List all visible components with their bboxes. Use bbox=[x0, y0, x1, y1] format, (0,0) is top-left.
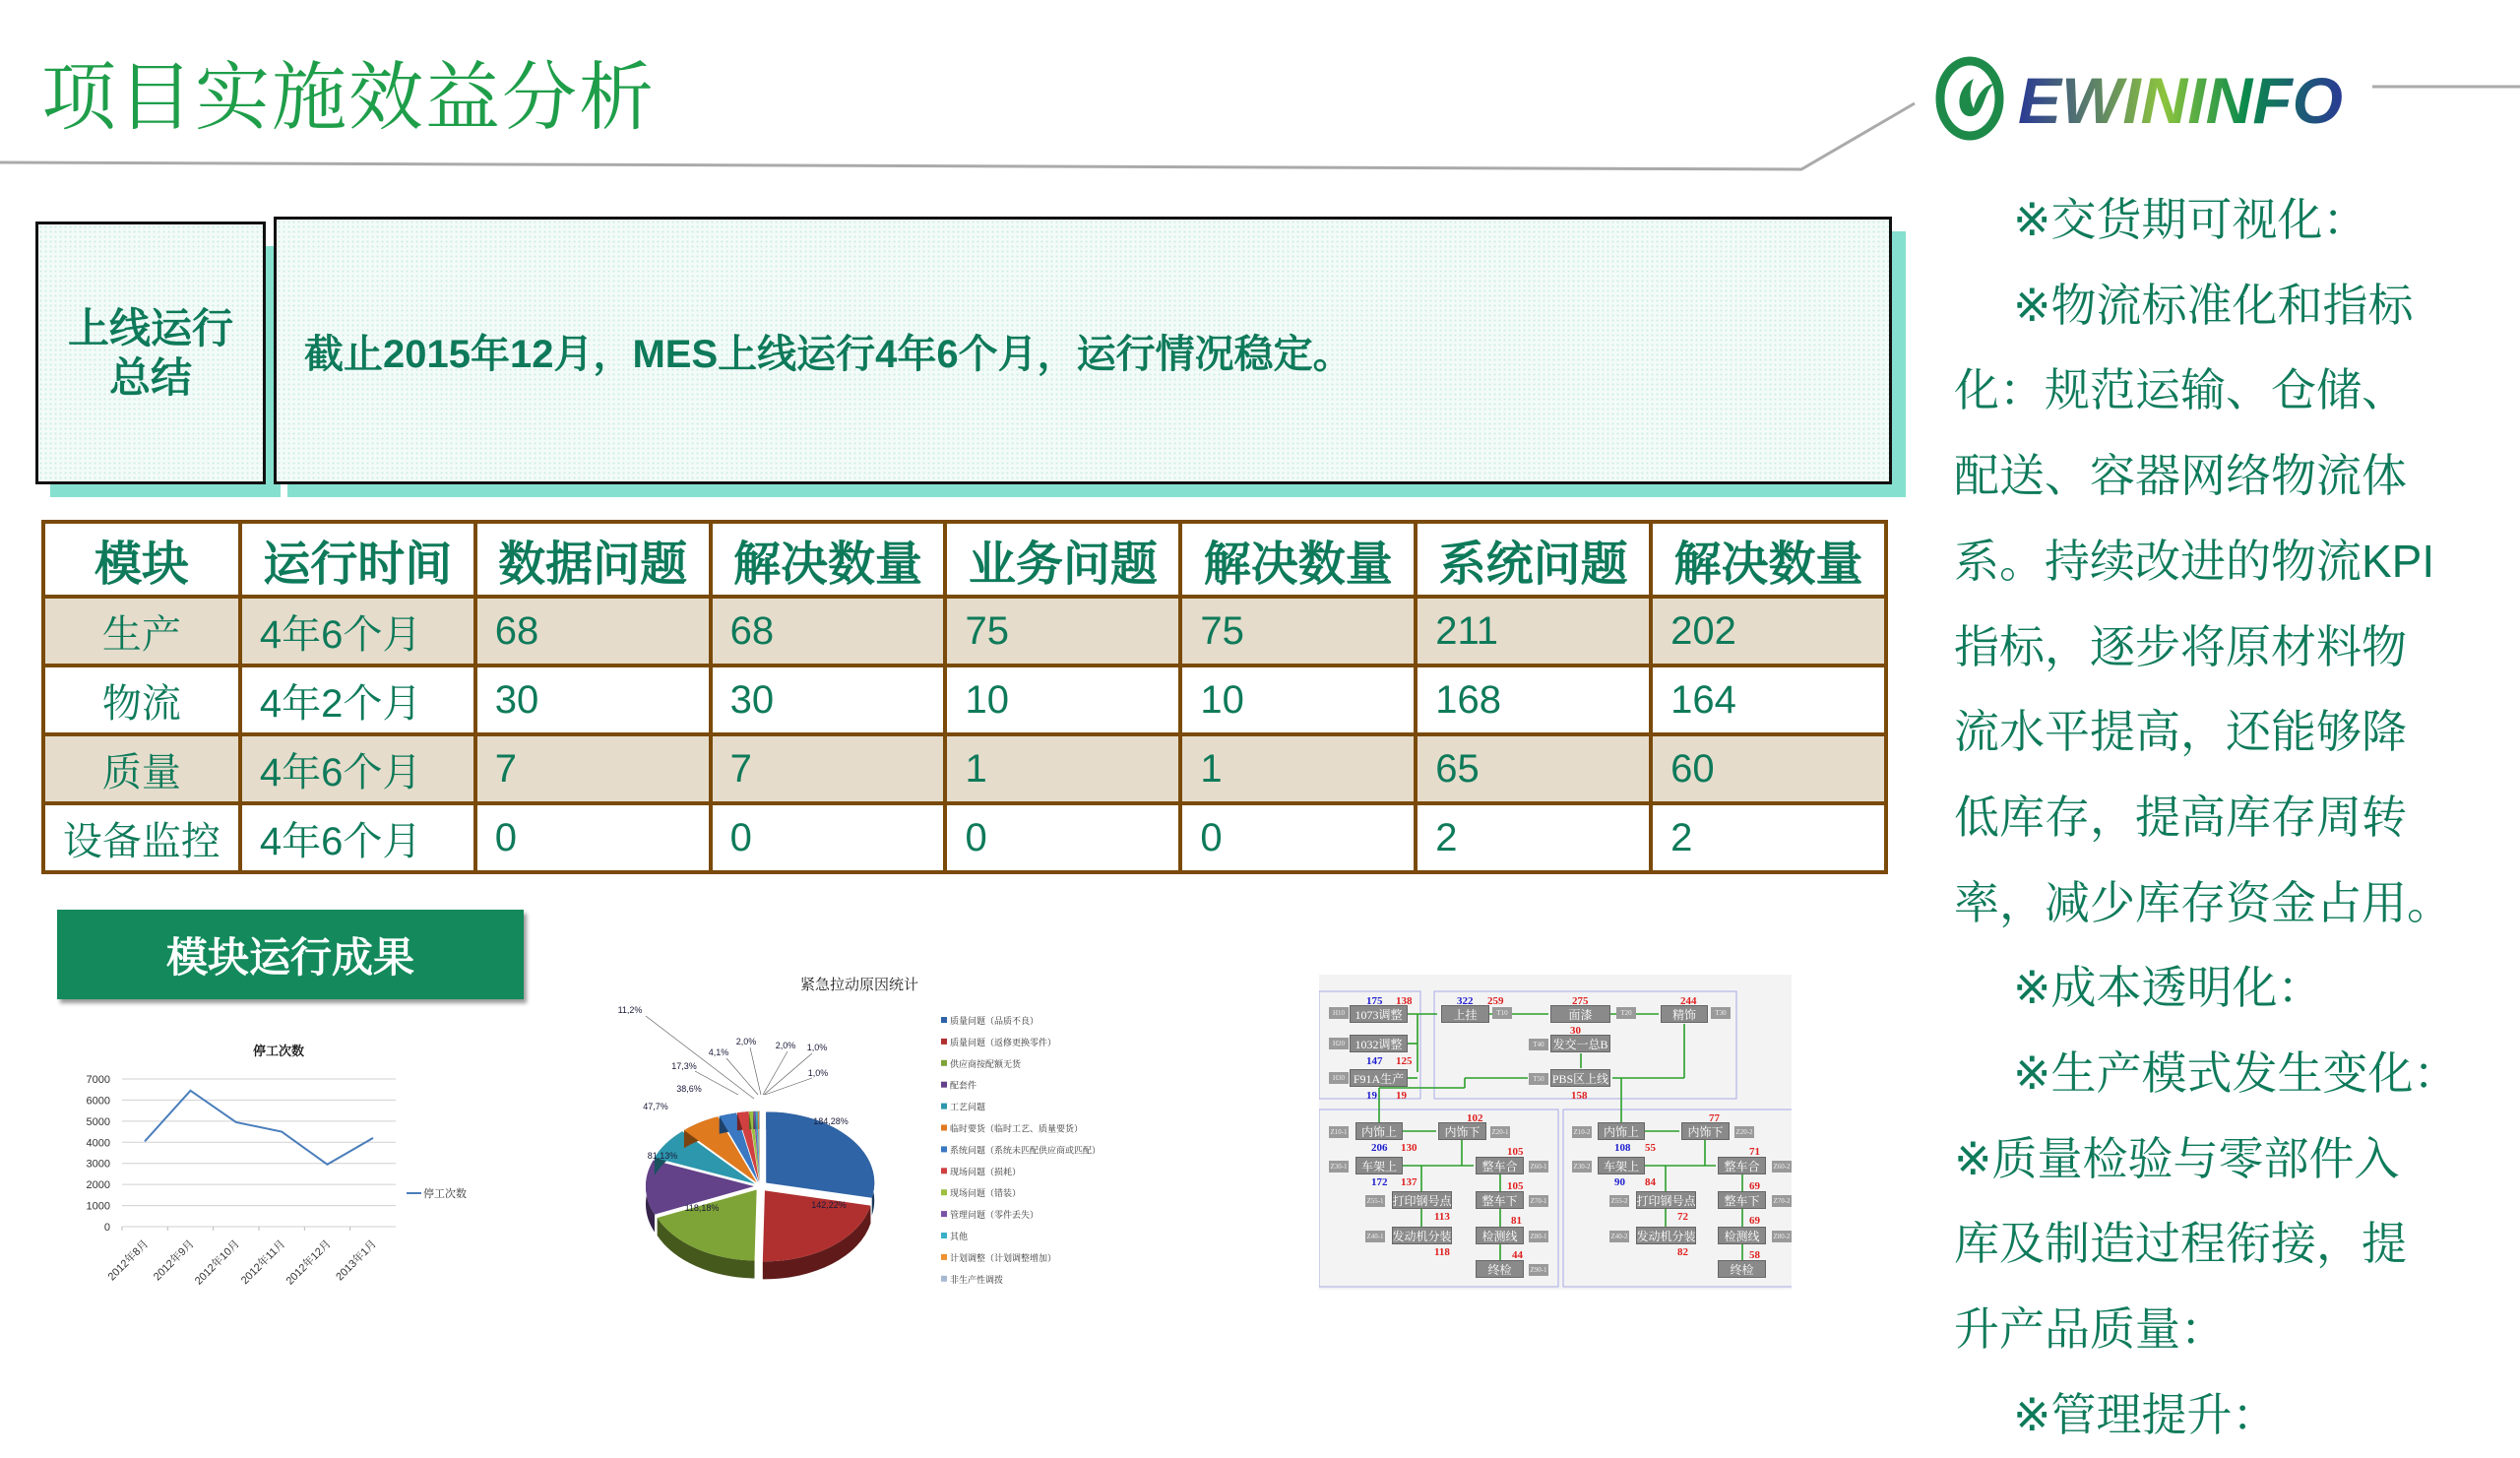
table-cell: 68 bbox=[711, 597, 946, 666]
table-cell: 75 bbox=[1180, 597, 1416, 666]
legend-swatch bbox=[941, 1146, 947, 1152]
flow-node: 内饰上 bbox=[1355, 1122, 1403, 1140]
flow-node: 检测线 bbox=[1718, 1227, 1766, 1244]
y-tick-label: 4000 bbox=[86, 1137, 110, 1150]
station-tag: T20 bbox=[1616, 1007, 1636, 1019]
table-cell: 7 bbox=[475, 734, 711, 803]
legend-swatch bbox=[941, 1168, 947, 1173]
benefit-line: 升产品质量： bbox=[1954, 1303, 2226, 1356]
actual-value: 71 bbox=[1749, 1146, 1760, 1158]
actual-value: 105 bbox=[1507, 1146, 1524, 1158]
actual-value: 69 bbox=[1749, 1180, 1760, 1192]
actual-value: 105 bbox=[1507, 1180, 1524, 1192]
station-tag: Z10-2 bbox=[1573, 1128, 1591, 1136]
station-tag: Z40-1 bbox=[1366, 1233, 1384, 1240]
station-tag: Z70-1 bbox=[1530, 1197, 1547, 1205]
table-row bbox=[43, 734, 1886, 803]
flow-node: 检测线 bbox=[1476, 1227, 1524, 1244]
data-point bbox=[372, 1138, 373, 1139]
station-tag: Z80-2 bbox=[1773, 1233, 1791, 1240]
column-header: 模块 bbox=[43, 522, 240, 597]
station-tag: Z55-1 bbox=[1366, 1197, 1384, 1205]
table-cell: 65 bbox=[1416, 734, 1651, 803]
flow-node: 车架上 bbox=[1355, 1157, 1403, 1174]
actual-value: 102 bbox=[1467, 1112, 1483, 1124]
flow-node: 打印钢号点 bbox=[1392, 1191, 1452, 1209]
benefit-line: ※物流标准化和指标 bbox=[2013, 279, 2414, 331]
data-label: 81,13% bbox=[647, 1151, 678, 1161]
table-cell: 设备监控 bbox=[43, 803, 240, 872]
legend-swatch bbox=[941, 1189, 947, 1195]
series-line bbox=[145, 1091, 373, 1165]
flow-node: 发动机分装 bbox=[1392, 1227, 1452, 1244]
actual-value: 138 bbox=[1396, 995, 1413, 1007]
legend-swatch bbox=[941, 1125, 947, 1131]
page-title: 项目实施效益分析 bbox=[41, 56, 656, 140]
flow-node: 整车合 bbox=[1476, 1157, 1524, 1174]
data-point bbox=[235, 1121, 236, 1122]
actual-value: 30 bbox=[1570, 1025, 1581, 1037]
table-cell: 0 bbox=[1180, 803, 1416, 872]
y-tick-label: 2000 bbox=[86, 1179, 110, 1192]
legend-swatch bbox=[941, 1017, 947, 1023]
data-label: 17,3% bbox=[671, 1061, 697, 1071]
x-tick-label: 2013年1月 bbox=[334, 1237, 379, 1284]
table-cell: 0 bbox=[475, 803, 711, 872]
table-cell: 4年6个月 bbox=[240, 597, 475, 666]
data-label: 2,0% bbox=[735, 1037, 757, 1046]
station-tag: Z20-1 bbox=[1491, 1128, 1509, 1136]
table-cell: 4年6个月 bbox=[240, 803, 475, 872]
legend-label: 工艺问题 bbox=[950, 1102, 986, 1112]
actual-value: 44 bbox=[1512, 1249, 1523, 1261]
x-tick-label: 2012年11月 bbox=[238, 1237, 288, 1288]
actual-value: 125 bbox=[1396, 1055, 1413, 1067]
table-cell: 164 bbox=[1651, 666, 1886, 734]
column-header: 解决数量 bbox=[711, 522, 946, 597]
data-point bbox=[190, 1090, 191, 1091]
actual-value: 84 bbox=[1645, 1176, 1656, 1188]
flow-node: 1073调整 bbox=[1350, 1005, 1408, 1023]
x-tick-label: 2012年8月 bbox=[105, 1237, 152, 1284]
chart-title: 紧急拉动原因统计 bbox=[799, 977, 919, 993]
flow-node: 内饰下 bbox=[1438, 1122, 1486, 1140]
plan-value: 90 bbox=[1614, 1176, 1625, 1188]
benefit-line: ※成本透明化： bbox=[2013, 962, 2323, 1014]
actual-value: 113 bbox=[1434, 1211, 1450, 1223]
y-tick-label: 5000 bbox=[86, 1115, 110, 1128]
flow-node: F91A生产 bbox=[1350, 1069, 1408, 1087]
actual-value: 72 bbox=[1677, 1211, 1688, 1223]
legend-swatch bbox=[941, 1276, 947, 1282]
column-header: 解决数量 bbox=[1180, 522, 1416, 597]
y-tick-label: 7000 bbox=[86, 1074, 110, 1086]
table-cell: 1 bbox=[945, 734, 1180, 803]
station-tag: Z40-2 bbox=[1610, 1233, 1628, 1240]
flow-node: 内饰下 bbox=[1681, 1122, 1730, 1140]
summary-label: 上线运行 总结 bbox=[35, 222, 266, 484]
ewininfo-logo bbox=[1934, 49, 2348, 143]
legend-label: 质量问题（品质不良） bbox=[950, 1016, 1040, 1026]
column-header: 业务问题 bbox=[945, 522, 1180, 597]
column-header: 解决数量 bbox=[1651, 522, 1886, 597]
legend-label: 配套件 bbox=[950, 1080, 977, 1091]
station-tag: Z30-1 bbox=[1330, 1163, 1348, 1171]
legend-swatch bbox=[941, 1254, 947, 1260]
station-tag: Z55-2 bbox=[1610, 1197, 1628, 1205]
flow-node: 整车下 bbox=[1718, 1191, 1766, 1209]
actual-value: 275 bbox=[1572, 995, 1589, 1007]
station-tag: T10 bbox=[1492, 1007, 1512, 1019]
data-label: 2,0% bbox=[775, 1041, 796, 1050]
actual-value: 137 bbox=[1401, 1176, 1418, 1188]
module-results-button[interactable]: 模块运行成果 bbox=[57, 910, 524, 999]
flow-node: 上挂 bbox=[1441, 1005, 1489, 1023]
flow-node: 打印钢号点 bbox=[1636, 1191, 1696, 1209]
benefit-line: 指标，逐步将原材料物 bbox=[1954, 620, 2407, 672]
legend-swatch bbox=[941, 1082, 947, 1088]
table-cell: 物流 bbox=[43, 666, 240, 734]
table-cell: 4年6个月 bbox=[240, 734, 475, 803]
flow-node: 精饰 bbox=[1661, 1005, 1708, 1023]
legend-swatch bbox=[941, 1211, 947, 1217]
table-cell: 2 bbox=[1651, 803, 1886, 872]
legend-label: 现场问题（损耗） bbox=[950, 1167, 1022, 1177]
station-tag: H30 bbox=[1329, 1072, 1349, 1084]
station-tag: Z10-1 bbox=[1330, 1128, 1348, 1136]
actual-value: 58 bbox=[1749, 1249, 1760, 1261]
table-row bbox=[43, 597, 1886, 666]
plan-value: 175 bbox=[1366, 995, 1383, 1007]
table-cell: 168 bbox=[1416, 666, 1651, 734]
urgent-pull-pie-chart bbox=[610, 965, 1280, 1300]
table-cell: 68 bbox=[475, 597, 711, 666]
data-label: 11,2% bbox=[617, 1005, 643, 1015]
legend-label: 临时要货（临时工艺、质量要货） bbox=[950, 1123, 1084, 1134]
actual-value: 55 bbox=[1645, 1142, 1656, 1154]
column-header: 数据问题 bbox=[475, 522, 711, 597]
actual-value: 259 bbox=[1487, 995, 1504, 1007]
station-tag: T50 bbox=[1529, 1073, 1548, 1085]
data-label: 38,6% bbox=[676, 1084, 702, 1094]
table-row bbox=[43, 803, 1886, 872]
table-cell: 生产 bbox=[43, 597, 240, 666]
actual-value: 118 bbox=[1434, 1246, 1450, 1258]
table-cell: 1 bbox=[1180, 734, 1416, 803]
benefit-line: 流水平提高，还能够降 bbox=[1954, 706, 2407, 758]
y-tick-label: 3000 bbox=[86, 1158, 110, 1171]
plan-value: 19 bbox=[1366, 1090, 1377, 1102]
legend-label: 计划调整（计划调整增加） bbox=[950, 1252, 1057, 1263]
flow-node: 整车合 bbox=[1718, 1157, 1766, 1174]
legend-label: 管理问题（零件丢失） bbox=[950, 1210, 1040, 1221]
production-flow-diagram bbox=[1319, 975, 1792, 1290]
data-point bbox=[145, 1141, 146, 1142]
legend-swatch bbox=[941, 1233, 947, 1238]
benefit-line: 低库存，提高库存周转 bbox=[1954, 791, 2407, 843]
leader-line bbox=[765, 1078, 812, 1095]
legend-swatch bbox=[941, 1104, 947, 1109]
station-tag: Z80-1 bbox=[1530, 1233, 1547, 1240]
legend-label: 供应商按配额无货 bbox=[950, 1058, 1022, 1069]
data-label: 47,7% bbox=[643, 1102, 668, 1111]
x-tick-label: 2012年10月 bbox=[192, 1237, 242, 1288]
flow-node: 终检 bbox=[1476, 1260, 1524, 1278]
actual-value: 69 bbox=[1749, 1215, 1760, 1227]
plan-value: 108 bbox=[1614, 1142, 1631, 1154]
station-tag: Z60-1 bbox=[1530, 1163, 1547, 1171]
plan-value: 206 bbox=[1371, 1142, 1388, 1154]
table-cell: 0 bbox=[711, 803, 946, 872]
benefit-line: 系。持续改进的物流KPI bbox=[1954, 535, 2435, 587]
module-table bbox=[41, 520, 1888, 874]
downtime-line-chart bbox=[59, 1024, 512, 1319]
legend-label: 其他 bbox=[950, 1232, 969, 1241]
flow-node: 发动机分装 bbox=[1636, 1227, 1696, 1244]
chart-title: 停工次数 bbox=[252, 1044, 305, 1058]
x-tick-label: 2012年9月 bbox=[151, 1237, 197, 1284]
benefits-text bbox=[1954, 177, 2505, 1458]
benefit-line: 配送、容器网络物流体 bbox=[1954, 450, 2407, 502]
station-tag: Z30-2 bbox=[1573, 1163, 1591, 1171]
table-cell: 2 bbox=[1416, 803, 1651, 872]
actual-value: 82 bbox=[1677, 1246, 1688, 1258]
station-tag: Z70-2 bbox=[1773, 1197, 1791, 1205]
actual-value: 244 bbox=[1680, 995, 1697, 1007]
plan-value: 322 bbox=[1457, 995, 1474, 1007]
station-tag: H10 bbox=[1329, 1007, 1349, 1019]
station-tag: T40 bbox=[1529, 1039, 1548, 1050]
benefit-line: ※管理提升： bbox=[2013, 1388, 2278, 1440]
flow-node: 发交一总B bbox=[1550, 1035, 1610, 1052]
station-tag: Z60-2 bbox=[1773, 1163, 1791, 1171]
table-cell: 4年2个月 bbox=[240, 666, 475, 734]
table-row bbox=[43, 666, 1886, 734]
x-tick-label: 2012年12月 bbox=[284, 1237, 334, 1288]
legend-label: 现场问题（错装） bbox=[950, 1188, 1022, 1199]
legend-swatch bbox=[941, 1039, 947, 1045]
flow-node: 面漆 bbox=[1550, 1005, 1610, 1023]
svg-text:EWININFO: EWININFO bbox=[2018, 64, 2343, 137]
station-tag: Z20-2 bbox=[1735, 1128, 1753, 1136]
leader-line bbox=[764, 1053, 812, 1095]
benefit-line: ※交货期可视化： bbox=[2013, 194, 2368, 245]
plan-value: 172 bbox=[1371, 1176, 1388, 1188]
table-cell: 30 bbox=[475, 666, 711, 734]
benefit-line: 库及制造过程衔接，提 bbox=[1954, 1218, 2407, 1270]
actual-value: 158 bbox=[1571, 1090, 1588, 1102]
actual-value: 19 bbox=[1396, 1090, 1407, 1102]
flow-node: 车架上 bbox=[1598, 1157, 1645, 1174]
leader-line bbox=[726, 1058, 758, 1095]
data-label: 1,0% bbox=[807, 1068, 829, 1078]
flow-node: 1032调整 bbox=[1350, 1035, 1408, 1052]
flow-node: 内饰上 bbox=[1598, 1122, 1645, 1140]
legend-label: 质量问题（返修更换零件） bbox=[950, 1037, 1057, 1047]
table-cell: 7 bbox=[711, 734, 946, 803]
data-label: 118,18% bbox=[684, 1203, 720, 1213]
y-tick-label: 1000 bbox=[86, 1200, 110, 1213]
flow-node: PBS区上线 bbox=[1550, 1069, 1610, 1087]
table-cell: 10 bbox=[945, 666, 1180, 734]
summary-text: 截止2015年12月，MES上线运行4年6个月，运行情况稳定。 bbox=[274, 217, 1892, 484]
benefit-line: ※质量检验与零部件入 bbox=[1954, 1132, 2400, 1184]
actual-value: 77 bbox=[1709, 1112, 1720, 1124]
legend-label: 停工次数 bbox=[423, 1188, 467, 1200]
actual-value: 81 bbox=[1511, 1215, 1522, 1227]
legend-swatch bbox=[941, 1060, 947, 1066]
benefit-line: ※生产模式发生变化： bbox=[2013, 1047, 2459, 1100]
data-label: 4,1% bbox=[708, 1047, 729, 1057]
station-tag: Z90-1 bbox=[1530, 1266, 1547, 1274]
data-label: 184,28% bbox=[813, 1116, 849, 1126]
table-cell: 10 bbox=[1180, 666, 1416, 734]
table-cell: 30 bbox=[711, 666, 946, 734]
column-header: 系统问题 bbox=[1416, 522, 1651, 597]
benefit-line: 化：规范运输、仓储、 bbox=[1954, 364, 2407, 416]
table-cell: 0 bbox=[945, 803, 1180, 872]
flow-node: 整车下 bbox=[1476, 1191, 1524, 1209]
station-tag: H20 bbox=[1329, 1038, 1349, 1049]
data-point bbox=[327, 1164, 328, 1165]
y-tick-label: 0 bbox=[103, 1222, 110, 1234]
data-label: 1,0% bbox=[806, 1043, 828, 1052]
column-header: 运行时间 bbox=[240, 522, 475, 597]
data-label: 142,22% bbox=[811, 1200, 847, 1210]
actual-value: 130 bbox=[1401, 1142, 1418, 1154]
station-tag: T30 bbox=[1711, 1007, 1731, 1019]
table-cell: 质量 bbox=[43, 734, 240, 803]
data-point bbox=[282, 1131, 283, 1132]
y-tick-label: 6000 bbox=[86, 1095, 110, 1108]
benefit-line: 率，减少库存资金占用。 bbox=[1954, 876, 2452, 928]
table-cell: 60 bbox=[1651, 734, 1886, 803]
legend-label: 系统问题（系统未匹配供应商或匹配） bbox=[950, 1145, 1102, 1156]
flow-node: 终检 bbox=[1718, 1260, 1766, 1278]
plan-value: 147 bbox=[1366, 1055, 1383, 1067]
legend-label: 非生产性调拨 bbox=[950, 1274, 1004, 1285]
table-cell: 211 bbox=[1416, 597, 1651, 666]
table-cell: 202 bbox=[1651, 597, 1886, 666]
table-cell: 75 bbox=[945, 597, 1180, 666]
